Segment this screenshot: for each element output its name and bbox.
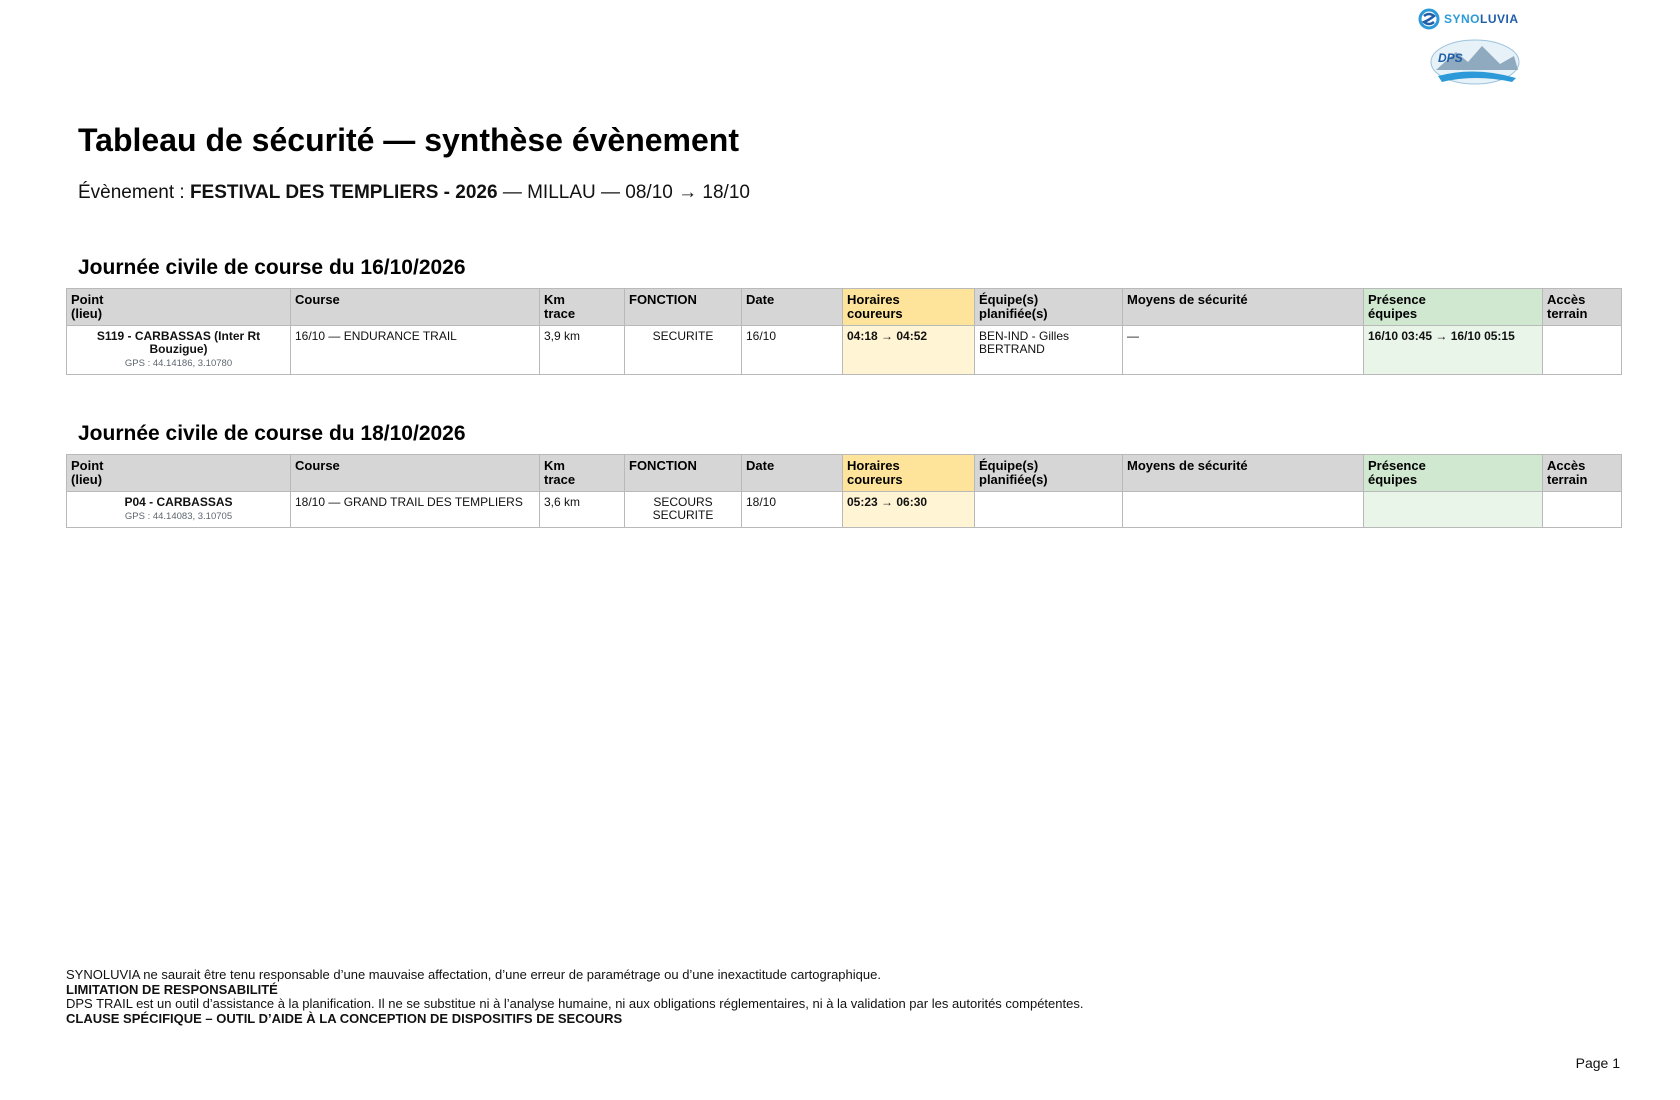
header-equipes: Équipe(s) planifiée(s): [975, 455, 1123, 492]
disclaimer-line-3: DPS TRAIL est un outil d’assistance à la planification. Il ne se substitue ni à l’analyse humaine, ni aux obligations réglementaires, ni à la validation par les autorités compétentes.: [66, 996, 1084, 1011]
header-moyens: Moyens de sécurité: [1123, 455, 1364, 492]
point-name: P04 - CARBASSAS: [124, 495, 233, 509]
synoluvia-mark-icon: [1418, 8, 1440, 30]
event-label: Évènement :: [78, 182, 185, 203]
point-name: S119 - CARBASSAS (Inter Rt Bouzigue): [96, 329, 261, 356]
header-point: Point (lieu): [67, 289, 291, 326]
page-title: Tableau de sécurité — synthèse évènement: [78, 122, 739, 158]
header-moyens: Moyens de sécurité: [1123, 289, 1364, 326]
cell-presence: [1364, 492, 1543, 528]
cell-date: 16/10: [742, 326, 843, 375]
cell-km: 3,6 km: [540, 492, 625, 528]
header-date: Date: [742, 289, 843, 326]
cell-horaires: 05:23 → 06:30: [843, 492, 975, 528]
cell-acces: [1543, 326, 1622, 375]
day-1-table: [66, 288, 1622, 375]
header-horaires: Horaires coureurs: [843, 289, 975, 326]
header-presence: Présence équipes: [1364, 455, 1543, 492]
event-details: — MILLAU — 08/10 → 18/10: [502, 182, 750, 203]
cell-point: [67, 492, 291, 528]
dps-badge-icon: [1428, 36, 1522, 88]
header-date: Date: [742, 455, 843, 492]
logo-brand: [1418, 8, 1528, 30]
cell-equipes: BEN-IND - Gilles BERTRAND: [975, 326, 1123, 375]
header-presence: Présence équipes: [1364, 289, 1543, 326]
header-course: Course: [291, 455, 540, 492]
point-gps: GPS : 44.14186, 3.10780: [124, 358, 233, 369]
logo-brand-text: SYNOLUVIA: [1444, 12, 1519, 26]
cell-fonction: SECOURS SECURITE: [625, 492, 742, 528]
event-name: FESTIVAL DES TEMPLIERS - 2026: [189, 182, 498, 203]
disclaimer-line-1: SYNOLUVIA ne saurait être tenu responsable d’une mauvaise affectation, d’une erreur de paramétrage ou d’une inexactitude cartographique.: [66, 967, 881, 982]
header-km: Km trace: [540, 289, 625, 326]
cell-presence: 16/10 03:45 → 16/10 05:15: [1364, 326, 1543, 375]
table-header-row: [67, 455, 1622, 492]
header-course: Course: [291, 289, 540, 326]
cell-course: 16/10 — ENDURANCE TRAIL: [291, 326, 540, 375]
cell-equipes: [975, 492, 1123, 528]
header-fonction: FONCTION: [625, 289, 742, 326]
table-row: [67, 326, 1622, 375]
header-km: Km trace: [540, 455, 625, 492]
header-acces: Accès terrain: [1543, 289, 1622, 326]
cell-moyens: [1123, 492, 1364, 528]
page-number: Page 1: [1575, 1055, 1620, 1071]
header-acces: Accès terrain: [1543, 455, 1622, 492]
cell-point: [67, 326, 291, 375]
header-fonction: FONCTION: [625, 455, 742, 492]
disclaimer: [66, 968, 1083, 1026]
cell-fonction: SECURITE: [625, 326, 742, 375]
point-gps: GPS : 44.14083, 3.10705: [124, 511, 233, 522]
header-point: Point (lieu): [67, 455, 291, 492]
day-2-title: Journée civile de course du 18/10/2026: [78, 422, 466, 445]
cell-acces: [1543, 492, 1622, 528]
dps-badge-text: DPS: [1438, 51, 1463, 65]
table-header-row: [67, 289, 1622, 326]
day-2-table: [66, 454, 1622, 528]
day-1-title: Journée civile de course du 16/10/2026: [78, 256, 466, 279]
disclaimer-heading-limitation: LIMITATION DE RESPONSABILITÉ: [66, 981, 278, 997]
synoluvia-logo: [1418, 8, 1528, 96]
cell-date: 18/10: [742, 492, 843, 528]
cell-moyens: —: [1123, 326, 1364, 375]
header-horaires: Horaires coureurs: [843, 455, 975, 492]
disclaimer-heading-clause: CLAUSE SPÉCIFIQUE – OUTIL D’AIDE À LA CONCEPTION DE DISPOSITIFS DE SECOURS: [66, 1010, 623, 1026]
event-subtitle: [78, 182, 750, 204]
cell-course: 18/10 — GRAND TRAIL DES TEMPLIERS: [291, 492, 540, 528]
cell-horaires: 04:18 → 04:52: [843, 326, 975, 375]
header-equipes: Équipe(s) planifiée(s): [975, 289, 1123, 326]
table-row: [67, 492, 1622, 528]
cell-km: 3,9 km: [540, 326, 625, 375]
